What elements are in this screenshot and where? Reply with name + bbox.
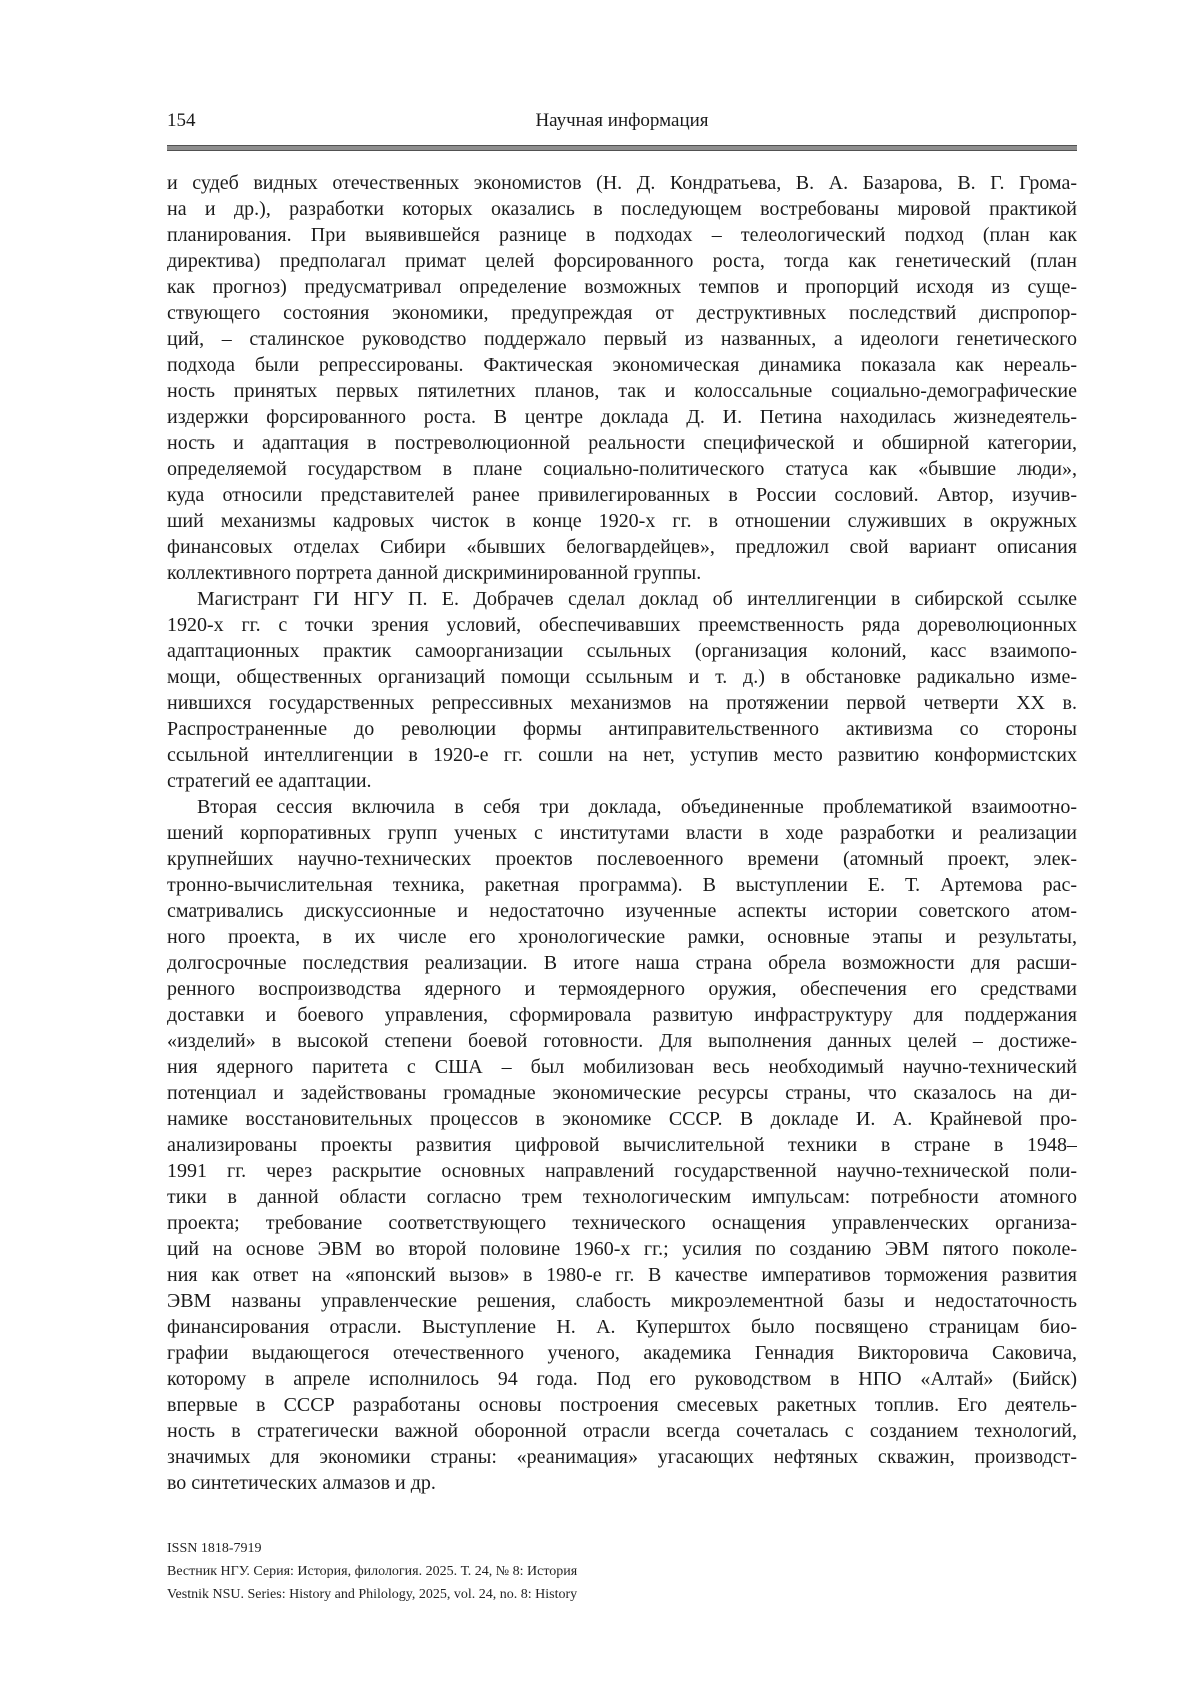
text-line: ность принятых первых пятилетних планов, так и колоссальные социально-демографические [167, 380, 1077, 402]
footer-citation-en: Vestnik NSU. Series: History and Philology, 2025, vol. 24, no. 8: History [167, 1587, 578, 1602]
text-line: планирования. При выявившейся разнице в подходах – телеологический подход (план как [167, 224, 1077, 246]
text-line: определяемой государством в плане социально-политического статуса как «бывшие люди», [167, 458, 1077, 480]
text-line: долгосрочные последствия реализации. В итоге наша страна обрела возможности для расши- [167, 952, 1077, 974]
text-line: тронно-вычислительная техника, ракетная программа). В выступлении Е. Т. Артемова рас- [167, 874, 1077, 896]
footer-citation-ru: Вестник НГУ. Серия: История, филология. 2025. Т. 24, № 8: История [167, 1564, 578, 1579]
text-line: ссыльной интеллигенции в 1920-е гг. сошли на нет, уступив место развитию конформистских [167, 744, 1077, 766]
running-title: Научная информация [535, 110, 709, 131]
page-header [167, 109, 1077, 135]
text-line: ций, – сталинское руководство поддержало первый из названных, а идеологи генетического [167, 328, 1077, 350]
text-line: на и др.), разработки которых оказались в последующем востребованы мировой практикой [167, 198, 1077, 220]
page-footer [167, 1537, 1077, 1606]
text-line: финансовых отделах Сибири «бывших белогвардейцев», предложил свой вариант описания [167, 536, 1077, 558]
text-line: впервые в СССР разработаны основы построения смесевых ракетных топлив. Его деятель- [167, 1394, 1077, 1416]
text-line: значимых для экономики страны: «реанимация» угасающих нефтяных скважин, производст- [167, 1446, 1077, 1468]
text-line: которому в апреле исполнилось 94 года. Под его руководством в НПО «Алтай» (Бийск) [167, 1368, 1077, 1390]
text-line: графии выдающегося отечественного ученого, академика Геннадия Викторовича Саковича, [167, 1342, 1077, 1364]
text-line: крупнейших научно-технических проектов послевоенного времени (атомный проект, элек- [167, 848, 1077, 870]
text-line: стратегий ее адаптации. [167, 770, 372, 792]
text-line: сматривались дискуссионные и недостаточно изученные аспекты истории советского атом- [167, 900, 1077, 922]
text-line: во синтетических алмазов и др. [167, 1472, 436, 1494]
text-line: коллективного портрета данной дискриминированной группы. [167, 562, 702, 584]
text-line: нившихся государственных репрессивных механизмов на протяжении первой четверти XX в. [167, 692, 1077, 714]
text-line: издержки форсированного роста. В центре доклада Д. И. Петина находилась жизнедеятель- [167, 406, 1077, 428]
text-line: 1991 гг. через раскрытие основных направлений государственной научно-технической поли- [167, 1160, 1077, 1182]
text-line: ций на основе ЭВМ во второй половине 1960-х гг.; усилия по созданию ЭВМ пятого поколе- [167, 1238, 1077, 1260]
text-line: ствующего состояния экономики, предупреждая от деструктивных последствий диспропор- [167, 302, 1077, 324]
footer-issn: ISSN 1818-7919 [167, 1541, 262, 1556]
text-line: ший механизмы кадровых чисток в конце 1920-х гг. в отношении служивших в окружных [167, 510, 1077, 532]
text-line: ЭВМ названы управленческие решения, слабость микроэлементной базы и недостаточность [167, 1290, 1077, 1312]
text-line: ность и адаптация в постреволюционной реальности специфической и обширной категории, [167, 432, 1077, 454]
text-line: подхода были репрессированы. Фактическая экономическая динамика показала как нереаль- [167, 354, 1077, 376]
text-line: тики в данной области согласно трем технологическим импульсам: потребности атомного [167, 1186, 1077, 1208]
text-line: потенциал и задействованы громадные экономические ресурсы страны, что сказалось на ди- [167, 1082, 1077, 1104]
text-line: как прогноз) предусматривал определение возможных темпов и пропорций исходя из суще- [167, 276, 1077, 298]
text-line: ния ядерного паритета с США – был мобилизован весь необходимый научно-технический [167, 1056, 1077, 1078]
text-line: мощи, общественных организаций помощи ссыльным и т. д.) в обстановке радикально изме- [167, 666, 1077, 688]
text-line: доставки и боевого управления, сформировала развитую инфраструктуру для поддержания [167, 1004, 1077, 1026]
text-line: ния как ответ на «японский вызов» в 1980-е гг. В качестве императивов торможения развития [167, 1264, 1077, 1286]
text-line: 1920-х гг. с точки зрения условий, обеспечивавших преемственность ряда дореволюционных [167, 614, 1077, 636]
article-body [167, 170, 1077, 1496]
text-line: ренного воспроизводства ядерного и термоядерного оружия, обеспечения его средствами [167, 978, 1077, 1000]
text-line: Магистрант ГИ НГУ П. Е. Добрачев сделал доклад об интеллигенции в сибирской ссылке [197, 588, 1077, 610]
header-rule [167, 145, 1077, 151]
page-number: 154 [167, 110, 196, 131]
text-line: и судеб видных отечественных экономистов (Н. Д. Кондратьева, В. А. Базарова, В. Г. Грома- [167, 172, 1077, 194]
text-line: «изделий» в высокой степени боевой готовности. Для выполнения данных целей – достиже- [167, 1030, 1077, 1052]
text-line: анализированы проекты развития цифровой вычислительной техники в стране в 1948– [167, 1134, 1077, 1156]
text-line: финансирования отрасли. Выступление Н. А. Куперштох было посвящено страницам био- [167, 1316, 1077, 1338]
text-line: намике восстановительных процессов в экономике СССР. В докладе И. А. Крайневой про- [167, 1108, 1077, 1130]
text-line: куда относили представителей ранее привилегированных в России сословий. Автор, изучив- [167, 484, 1077, 506]
text-line: ность в стратегически важной оборонной отрасли всегда сочеталась с созданием технологий, [167, 1420, 1077, 1442]
text-line: адаптационных практик самоорганизации ссыльных (организация колоний, касс взаимопо- [167, 640, 1077, 662]
text-line: шений корпоративных групп ученых с институтами власти в ходе разработки и реализации [167, 822, 1077, 844]
text-line: Вторая сессия включила в себя три доклада, объединенные проблематикой взаимоотно- [197, 796, 1077, 818]
text-line: Распространенные до революции формы антиправительственного активизма со стороны [167, 718, 1077, 740]
text-line: проекта; требование соответствующего технического оснащения управленческих организа- [167, 1212, 1077, 1234]
text-line: ного проекта, в их числе его хронологические рамки, основные этапы и результаты, [167, 926, 1077, 948]
text-line: директива) предполагал примат целей форсированного роста, тогда как генетический (план [167, 250, 1077, 272]
